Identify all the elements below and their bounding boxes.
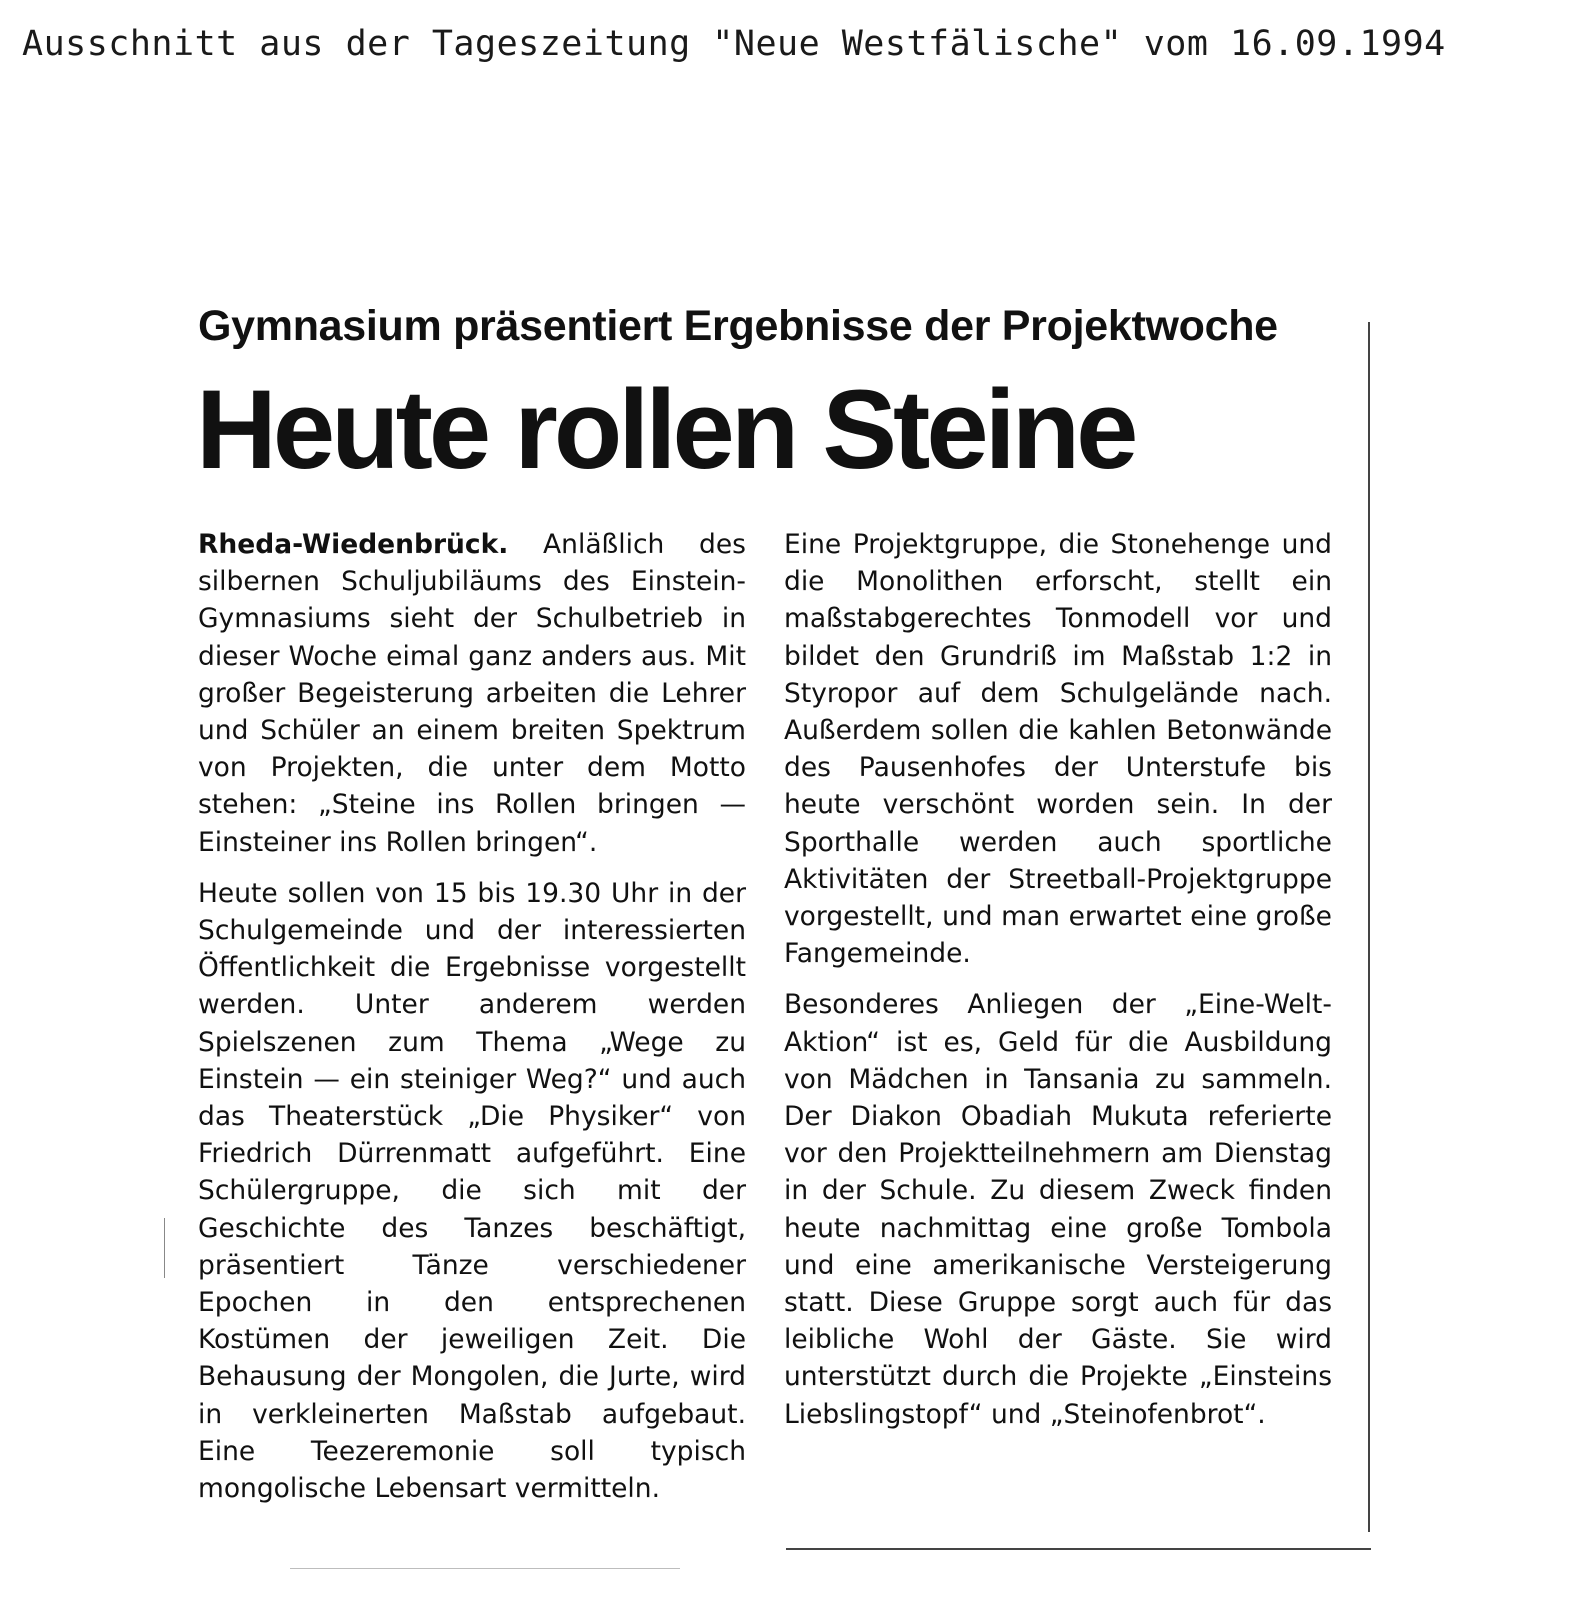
clipping-edge-line bbox=[290, 1568, 680, 1569]
article-paragraph-1 bbox=[198, 526, 746, 861]
column-rule-right bbox=[1368, 322, 1370, 1532]
paragraph-1-text: Anläßlich des silbernen Schuljubiläums des Einstein-Gymnasiums sieht der Schulbetrieb in dieser Woche eimal ganz anders aus. Mit großer Begeisterung arbeiten die Lehrer und Schüler an einem breiten Spektrum von Projekten, die unter dem Motto stehen: „Steine ins Rollen bringen — Einsteiner ins Rollen bringen“. bbox=[198, 529, 746, 858]
article-paragraph-3: Eine Projektgruppe, die Stonehenge und die Monolithen erforscht, stellt ein maßstabgerechtes Tonmodell vor und bildet den Grundriß im Maßstab 1:2 in Styropor auf dem Schulgelände nach. Außerdem sollen die kahlen Betonwände des Pausenhofes der Unterstufe bis heute verschönt worden sein. In der Sporthalle werden auch sportliche Aktivitäten der Streetball-Projektgruppe vorgestellt, und man erwartet eine große Fangemeinde. bbox=[784, 529, 1332, 970]
article-dateline: Rheda-Wiedenbrück. bbox=[198, 529, 509, 560]
article-column-left bbox=[198, 526, 746, 1507]
article-kicker: Gymnasium präsentiert Ergebnisse der Projektwoche bbox=[198, 302, 1278, 350]
article-end-rule bbox=[786, 1548, 1371, 1550]
scan-mark bbox=[164, 1218, 165, 1278]
clipping-caption: Ausschnitt aus der Tageszeitung "Neue Westfälische" vom 16.09.1994 bbox=[22, 24, 1446, 64]
article-headline: Heute rollen Steine bbox=[196, 367, 1135, 492]
article-column-right bbox=[784, 526, 1332, 1433]
article-paragraph-4: Besonderes Anliegen der „Eine-Welt-Aktion“ ist es, Geld für die Ausbildung von Mädchen in Tansania zu sammeln. Der Diakon Obadiah Mukuta referierte vor den Projektteilnehmern am Dienstag in der Schule. Zu diesem Zweck finden heute nachmittag eine große Tombola und eine amerikanische Versteigerung statt. Diese Gruppe sorgt auch für das leibliche Wohl der Gäste. Sie wird unterstützt durch die Projekte „Einsteins Liebslingstopf“ und „Steinofenbrot“. bbox=[784, 989, 1332, 1430]
article-paragraph-2: Heute sollen von 15 bis 19.30 Uhr in der Schulgemeinde und der interessierten Öffentlichkeit die Ergebnisse vorgestellt werden. Unter anderem werden Spielszenen zum Thema „Wege zu Einstein — ein steiniger Weg?“ und auch das Theaterstück „Die Physiker“ von Friedrich Dürrenmatt aufgeführt. Eine Schülergruppe, die sich mit der Geschichte des Tanzes beschäftigt, präsentiert Tänze verschiedener Epochen in den entsprechenen Kostümen der jeweiligen Zeit. Die Behausung der Mongolen, die Jurte, wird in verkleinerten Maßstab aufgebaut. Eine Teezeremonie soll typisch mongolische Lebensart vermitteln. bbox=[198, 877, 746, 1505]
